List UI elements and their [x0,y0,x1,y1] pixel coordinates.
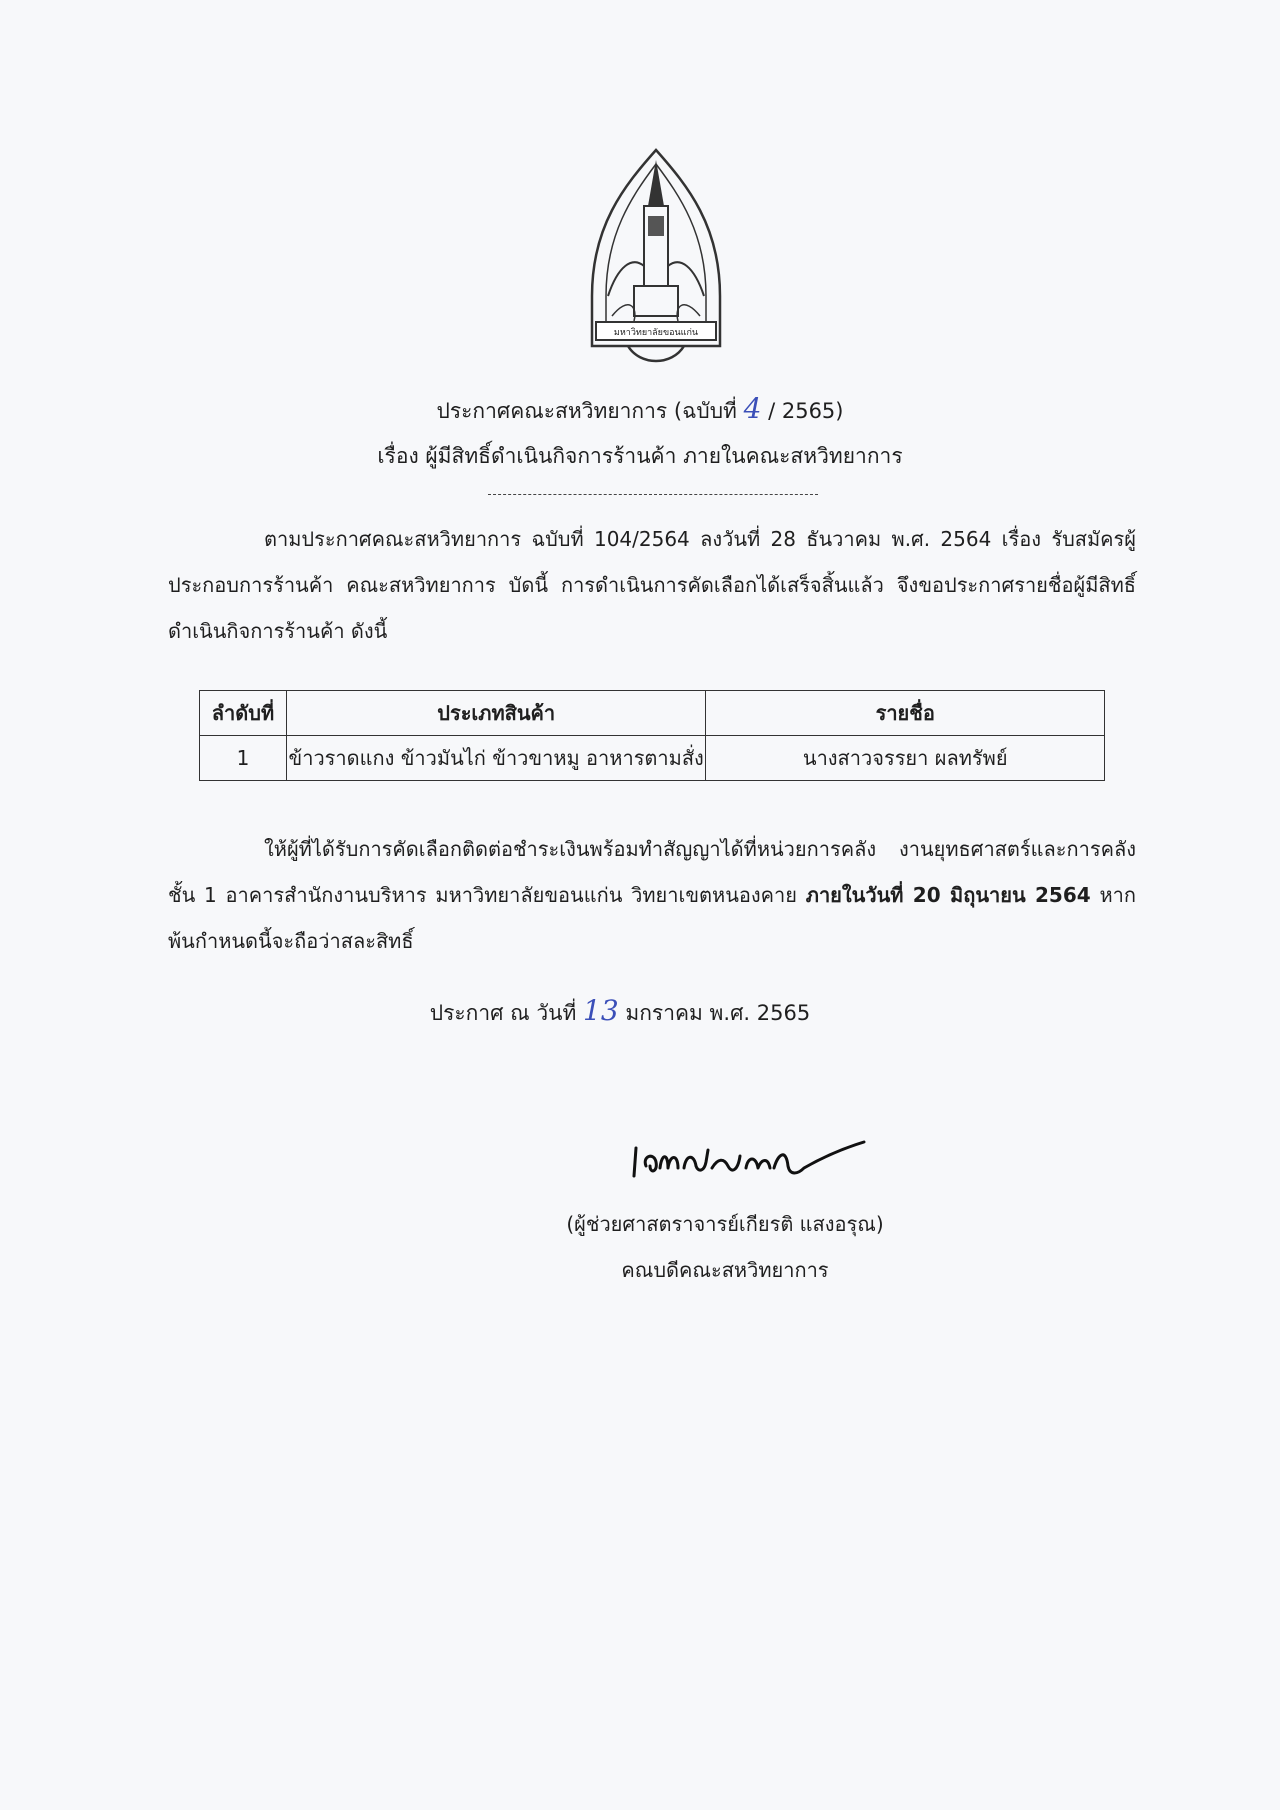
table-row [200,736,1105,781]
contact-text-part1: ให้ผู้ที่ได้รับการคัดเลือกติดต่อชำระเงินพร้อมทำสัญญาได้ที่หน่วยการคลัง งานยุทธศาสตร์และการคลัง ชั้น 1 อาคารสำนักงานบริหาร มหาวิทยาลัยขอนแก่น วิทยาเขตหนองคาย [168,837,1136,907]
date-prefix: ประกาศ ณ วันที่ [429,1001,577,1025]
title-separator [488,494,818,495]
announcement-subject: เรื่อง ผู้มีสิทธิ์ดำเนินกิจการร้านค้า ภายในคณะสหวิทยาการ [377,444,903,468]
handwritten-issue-number: 4 [743,392,762,425]
cell-product-type: ข้าวราดแกง ข้าวมันไก่ ข้าวขาหมู อาหารตามสั่ง [286,736,706,781]
svg-text:มหาวิทยาลัยขอนแก่น: มหาวิทยาลัยขอนแก่น [613,328,699,338]
intro-text: ตามประกาศคณะสหวิทยาการ ฉบับที่ 104/2564 ลงวันที่ 28 ธันวาคม พ.ศ. 2564 เรื่อง รับสมัครผู้ประกอบการร้านค้า คณะสหวิทยาการ บัดนี้ การดำเนินการคัดเลือกได้เสร็จสิ้นแล้ว จึงขอประกาศรายชื่อผู้มีสิทธิ์ดำเนินกิจการร้านค้า ดังนี้ [168,527,1136,643]
signer-position: คณบดีคณะสหวิทยาการ [621,1258,829,1282]
university-crest-logo [588,146,724,384]
intro-paragraph [168,516,1136,654]
contact-text-part2: หากพ้นกำหนดนี้จะถือว่าสละสิทธิ์ [168,883,1136,953]
deadline-text: ภายในวันที่ 20 มิถุนายน 2564 [805,883,1091,907]
handwritten-signature [628,1128,868,1188]
handwritten-day: 13 [583,994,619,1027]
title-suffix: / 2565) [768,399,844,423]
table-header-row [200,691,1105,736]
signer-name: (ผู้ช่วยศาสตราจารย์เกียรติ แสงอรุณ) [566,1212,884,1236]
column-header-order: ลำดับที่ [200,691,287,736]
vendor-table [199,690,1105,781]
column-header-product-type: ประเภทสินค้า [286,691,706,736]
announcement-date [0,994,1260,1030]
title-prefix: ประกาศคณะสหวิทยาการ (ฉบับที่ [436,399,737,423]
cell-order: 1 [200,736,287,781]
date-suffix: มกราคม พ.ศ. 2565 [625,1001,811,1025]
contact-paragraph [168,826,1136,964]
cell-name: นางสาวจรรยา ผลทรัพย์ [706,736,1105,781]
announcement-title [0,392,1280,428]
column-header-name: รายชื่อ [706,691,1105,736]
